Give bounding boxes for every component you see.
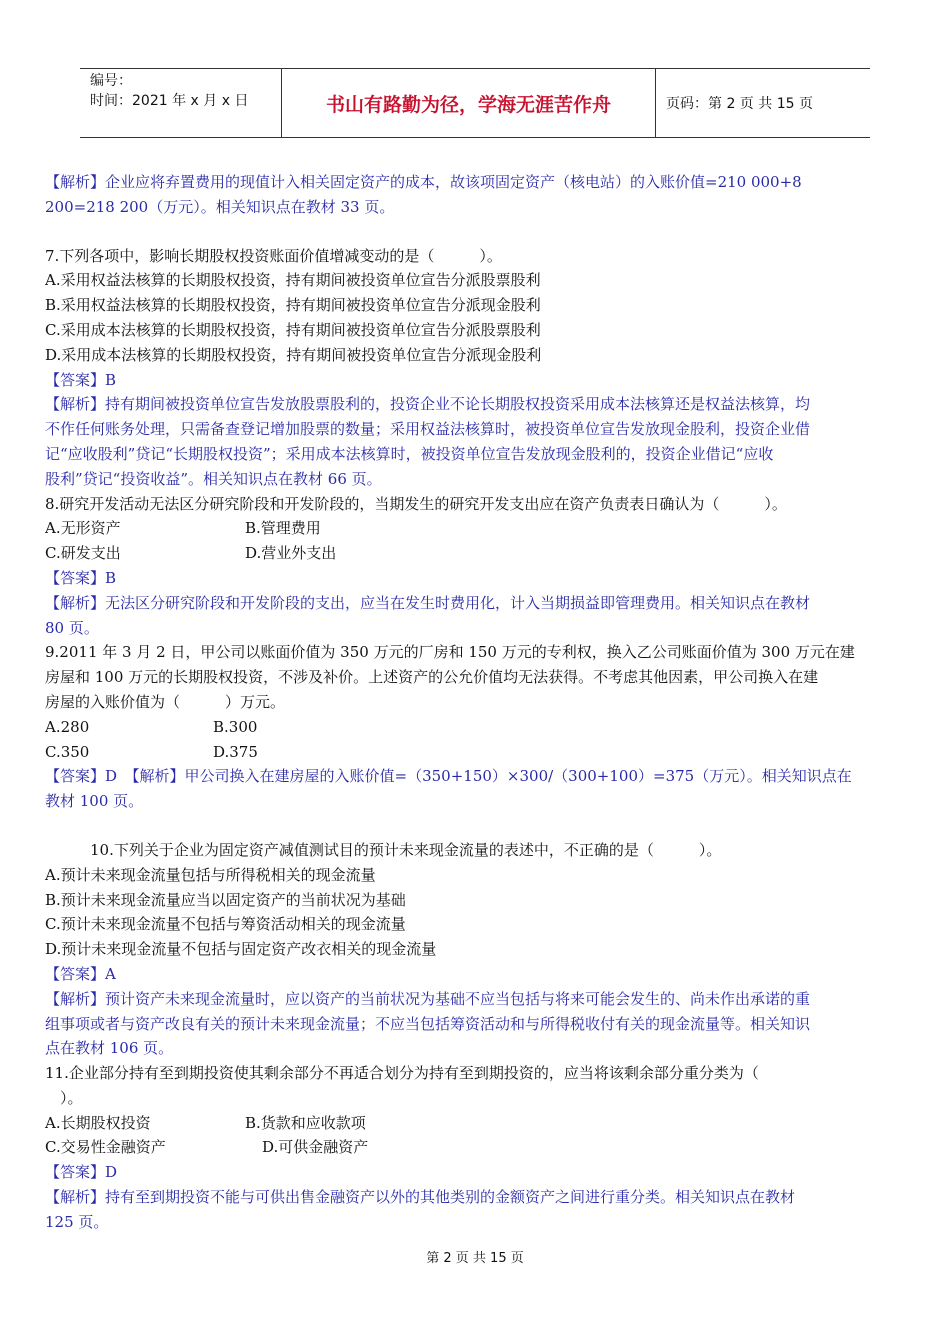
q8-option-b: B.管理费用	[245, 519, 321, 538]
q7-analysis-line-2: 不作任何账务处理，只需备查登记增加股票的数量；采用权益法核算时，被投资单位宣告发放现金股利，投资企业借	[45, 420, 811, 439]
q8-option-c: C.研发支出	[45, 544, 121, 563]
q7-option-a: A.采用权益法核算的长期股权投资，持有期间被投资单位宣告分派股票股利	[45, 271, 541, 290]
document-body	[45, 170, 907, 1235]
q10-answer: 【答案】A	[45, 964, 116, 983]
q7-option-b: B.采用权益法核算的长期股权投资，持有期间被投资单位宣告分派现金股利	[45, 296, 541, 315]
q11-option-d: D.可供金融资产	[262, 1138, 369, 1157]
q9-options-row-1	[45, 715, 907, 740]
q8-option-d: D.营业外支出	[245, 544, 337, 563]
q8-analysis-line-1: 【解析】无法区分研究阶段和开发阶段的支出，应当在发生时费用化，计入当期损益即管理费用。相关知识点在教材	[45, 593, 811, 612]
q11-option-a: A.长期股权投资	[45, 1113, 151, 1132]
q9-options-row-2	[45, 740, 907, 765]
q11-answer: 【答案】D	[45, 1163, 118, 1182]
q10-option-d: D.预计未来现金流量不包括与固定资产改衣相关的现金流量	[45, 940, 437, 959]
page-header	[80, 68, 870, 138]
q11-analysis-line-1: 【解析】持有至到期投资不能与可供出售金融资产以外的其他类别的金额资产之间进行重分类。相关知识点在教材	[45, 1188, 796, 1207]
q11-analysis-line-2: 125 页。	[45, 1212, 109, 1231]
q7-answer: 【答案】B	[45, 370, 117, 389]
q8-answer: 【答案】B	[45, 568, 117, 587]
q11-option-c: C.交易性金融资产	[45, 1138, 166, 1157]
document-date: 时间：2021 年 x 月 x 日	[90, 93, 249, 109]
q10-option-b: B.预计未来现金流量应当以固定资产的当前状况为基础	[45, 890, 406, 909]
q6-analysis-line-2: 200=218 200（万元）。相关知识点在教材 33 页。	[45, 197, 395, 216]
page-footer: 第 2 页 共 15 页	[426, 1251, 524, 1266]
q8-options-row-1	[45, 516, 907, 541]
q10-analysis-line-1: 【解析】预计资产未来现金流量时，应以资产的当前状况为基础不应当包括与将来可能会发生的、尚未作出承诺的重	[45, 989, 811, 1008]
q11-stem-line-2: ）。	[45, 1088, 83, 1107]
q8-stem: 8.研究开发活动无法区分研究阶段和开发阶段的，当期发生的研究开发支出应在资产负责表日确认为（ ）。	[45, 494, 787, 513]
q9-option-a: A.280	[45, 717, 90, 736]
q7-analysis-line-4: 股利”贷记“投资收益”。相关知识点在教材 66 页。	[45, 469, 382, 488]
q10-analysis-line-2: 组事项或者与资产改良有关的预计未来现金流量；不应当包括筹资活动和与所得税收付有关的现金流量等。相关知识	[45, 1014, 811, 1033]
q7-analysis-line-3: 记“应收股利”贷记“长期股权投资”；采用成本法核算时，被投资单位宣告发放现金股利的，投资企业借记“应收	[45, 444, 774, 463]
q9-stem-line-2: 房屋和 100 万元的长期股权投资，不涉及补价。上述资产的公允价值均无法获得。不考虑其他因素，甲公司换入在建	[45, 668, 819, 687]
q9-option-c: C.350	[45, 742, 90, 761]
q10-option-c: C.预计未来现金流量不包括与筹资活动相关的现金流量	[45, 915, 406, 934]
q9-answer-analysis-line-2: 教材 100 页。	[45, 792, 144, 811]
q11-option-b: B.货款和应收款项	[245, 1113, 366, 1132]
q9-stem-line-1: 9.2011 年 3 月 2 日，甲公司以账面价值为 350 万元的厂房和 150 万元的专利权，换入乙公司账面价值为 300 万元在建	[45, 643, 855, 662]
q10-analysis-line-3: 点在教材 106 页。	[45, 1039, 174, 1058]
q10-stem: 10.下列关于企业为固定资产减值测试目的预计未来现金流量的表述中，不正确的是（ ）。	[90, 840, 722, 859]
q11-options-row-1	[45, 1111, 907, 1136]
header-page-code: 页码：第 2 页 共 15 页	[666, 96, 813, 112]
q7-analysis-line-1: 【解析】持有期间被投资单位宣告发放股票股利的，投资企业不论长期股权投资采用成本法核算还是权益法核算，均	[45, 395, 811, 414]
header-motto: 书山有路勤为径，学海无涯苦作舟	[282, 69, 656, 137]
q9-option-b: B.300	[213, 717, 258, 736]
header-left-cell	[80, 69, 282, 137]
q8-analysis-line-2: 80 页。	[45, 618, 99, 637]
q9-stem-line-3: 房屋的入账价值为（ ）万元。	[45, 692, 286, 711]
q9-answer-analysis-line-1: 【答案】D 【解析】甲公司换入在建房屋的入账价值=（350+150）×300/（300+100）=375（万元）。相关知识点在	[45, 767, 852, 786]
q10-option-a: A.预计未来现金流量包括与所得税相关的现金流量	[45, 865, 376, 884]
q7-stem: 7.下列各项中，影响长期股权投资账面价值增减变动的是（ ）。	[45, 246, 502, 265]
q8-option-a: A.无形资产	[45, 519, 121, 538]
q7-option-c: C.采用成本法核算的长期股权投资，持有期间被投资单位宣告分派股票股利	[45, 320, 541, 339]
document-number-label: 编号：	[90, 73, 132, 89]
q7-option-d: D.采用成本法核算的长期股权投资，持有期间被投资单位宣告分派现金股利	[45, 345, 542, 364]
q11-options-row-2	[45, 1135, 907, 1160]
q6-analysis-line-1: 【解析】企业应将弃置费用的现值计入相关固定资产的成本，故该项固定资产（核电站）的入账价值=210 000+8	[45, 173, 802, 191]
q8-options-row-2	[45, 541, 907, 566]
q9-option-d: D.375	[213, 742, 258, 761]
q11-stem-line-1: 11.企业部分持有至到期投资使其剩余部分不再适合划分为持有至到期投资的，应当将该剩余部分重分类为（	[45, 1064, 759, 1083]
